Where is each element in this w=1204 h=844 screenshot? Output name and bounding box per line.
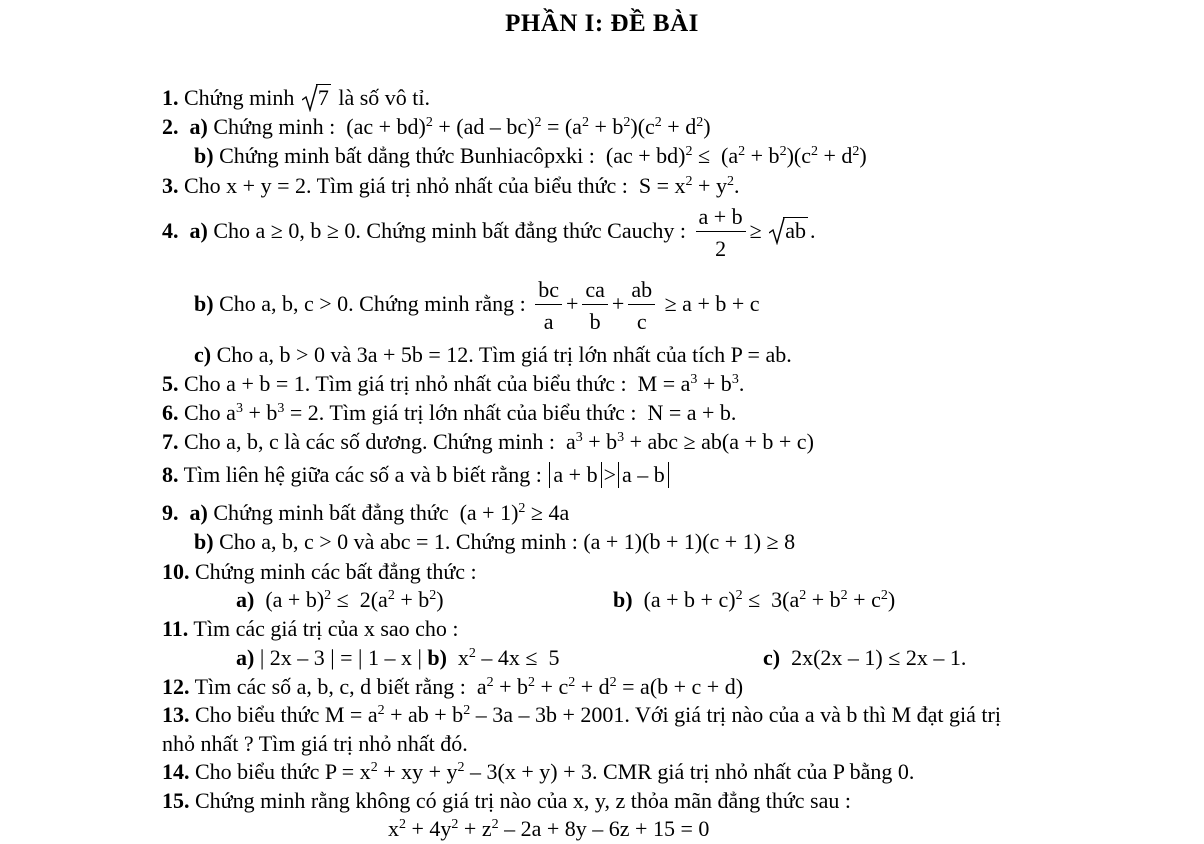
formula: N = a + b. bbox=[641, 400, 737, 425]
formula: $M = a^2$ + ab + $b^2 - 3a - 3b + 2001$ bbox=[324, 702, 625, 727]
formula: $(a + b)^2 \le 2(a^2 + b^2)$ bbox=[259, 587, 444, 612]
page-title: PHẦN I: ĐỀ BÀI bbox=[505, 10, 699, 37]
fraction: $\frac{bc}{a}$ bbox=[535, 279, 562, 333]
formula: $S = x^2 + y^2$. bbox=[633, 173, 740, 198]
absolute-value: a + b bbox=[549, 462, 601, 488]
problem-8: 8. Tìm liên hệ giữa các số a và b biết rằng : a + b > a – b bbox=[162, 462, 671, 488]
problem-7: 7. Cho a, b, c là các số dương. Chứng minh : $a^3 + b^3$ + abc ≥ ab(a + b + c) bbox=[162, 429, 814, 454]
formula: $(a + b + c)^2 \le 3(a^2 + b^2 + c^2)$ bbox=[638, 587, 896, 612]
problem-9a: 9. a) Chứng minh bất đẳng thức $(a + 1)^2 \ge 4a$ bbox=[162, 500, 570, 525]
problem-9b: b) Cho a, b, c > 0 và abc = 1. Chứng minh : (a + 1)(b + 1)(c + 1) ≥ 8 bbox=[194, 529, 796, 554]
problem-3: 3. Cho x + y = 2. Tìm giá trị nhỏ nhất của biểu thức : $S = x^2 + y^2$. bbox=[162, 173, 740, 198]
formula: Cho $a^3 + b^3 = 2$. bbox=[184, 400, 325, 425]
problem-11ab: a) | 2x – 3 | = | 1 – x | b) $x^2 - 4x \le 5$ bbox=[236, 645, 560, 670]
formula: $(ac + bd)^2 \le (a^2 + b^2)(c^2 + d^2)$ bbox=[600, 143, 867, 168]
sqrt-symbol: 7 bbox=[302, 84, 331, 109]
fraction: $\frac{a + b}{2}$ bbox=[696, 206, 746, 260]
fraction: $\frac{ca}{b}$ bbox=[582, 279, 608, 333]
problem-11: 11. Tìm các giá trị của x sao cho : bbox=[162, 616, 459, 641]
problem-4b: b) Cho a, b, c > 0. Chứng minh rằng : $\frac{bc}{a}$ + $\frac{ca}{b}$ + $\frac{ab}{c}$ ≥ a + b + c bbox=[194, 277, 760, 334]
formula: $(ac + bd)^2 + (ad - bc)^2 = (a^2 + b^2)(c^2 + d^2)$ bbox=[340, 114, 711, 139]
problem-4c: c) Cho a, b > 0 và 3a + 5b = 12. Tìm giá trị lớn nhất của tích P = ab. bbox=[194, 342, 792, 367]
absolute-value: a – b bbox=[618, 462, 669, 488]
problem-15-formula: $x^2 + 4y^2 + z^2 - 2a + 8y - 6z + 15 = 0$ bbox=[388, 816, 710, 841]
formula: $P = x^2$ + xy + $y^2 - 3(x + y) + 3$ bbox=[324, 759, 592, 784]
formula: $M = a^3 + b^3$. bbox=[632, 371, 745, 396]
problem-1: 1. Chứng minh 7 là số vô tỉ. bbox=[162, 85, 430, 110]
problem-4a: 4. a) Cho a ≥ 0, b ≥ 0. Chứng minh bất đẳng thức Cauchy : $\frac{a + b}{2}$ ≥ ab . bbox=[162, 204, 816, 261]
problem-10a: a) $(a + b)^2 \le 2(a^2 + b^2)$ bbox=[236, 587, 444, 612]
formula: $a^3 + b^3$ + abc ≥ ab(a + b + c) bbox=[560, 429, 814, 454]
problem-11c: c) 2x(2x – 1) ≤ 2x – 1. bbox=[763, 645, 967, 670]
problem-2a: 2. a) Chứng minh : $(ac + bd)^2 + (ad - bc)^2 = (a^2 + b^2)(c^2 + d^2)$ bbox=[162, 114, 711, 139]
problem-13: 13. Cho biểu thức $M = a^2$ + ab + $b^2 - 3a - 3b + 2001$. Với giá trị nào của a và b thì M đạt giá trị bbox=[162, 702, 1001, 727]
problem-14: 14. Cho biểu thức $P = x^2$ + xy + $y^2 - 3(x + y) + 3$. CMR giá trị nhỏ nhất của P bằng 0. bbox=[162, 759, 915, 784]
formula: $a^2 + b^2 + c^2 + d^2 = a(b + c + d)$ bbox=[471, 674, 744, 699]
formula: $x^2 - 4x \le 5$ bbox=[452, 645, 560, 670]
problem-2b: b) Chứng minh bất dẳng thức Bunhiacôpxki : $(ac + bd)^2 \le (a^2 + b^2)(c^2 + d^2)$ bbox=[194, 143, 867, 168]
problem-15: 15. Chứng minh rằng không có giá trị nào của x, y, z thỏa mãn đẳng thức sau : bbox=[162, 788, 851, 813]
problem-5: 5. Cho a + b = 1. Tìm giá trị nhỏ nhất của biểu thức : $M = a^3 + b^3$. bbox=[162, 371, 745, 396]
problem-13-line2: nhỏ nhất ? Tìm giá trị nhỏ nhất đó. bbox=[162, 731, 468, 756]
problem-10: 10. Chứng minh các bất đẳng thức : bbox=[162, 559, 477, 584]
problem-10b: b) $(a + b + c)^2 \le 3(a^2 + b^2 + c^2)$ bbox=[613, 587, 896, 612]
problem-6: 6. Cho $a^3 + b^3 = 2$. Tìm giá trị lớn nhất của biểu thức : N = a + b. bbox=[162, 400, 737, 425]
formula: $(a + 1)^2 \ge 4a$ bbox=[454, 500, 570, 525]
fraction: $\frac{ab}{c}$ bbox=[628, 279, 655, 333]
sqrt-symbol: ab bbox=[769, 217, 808, 242]
problem-12: 12. Tìm các số a, b, c, d biết rằng : $a^2 + b^2 + c^2 + d^2 = a(b + c + d)$ bbox=[162, 674, 744, 699]
